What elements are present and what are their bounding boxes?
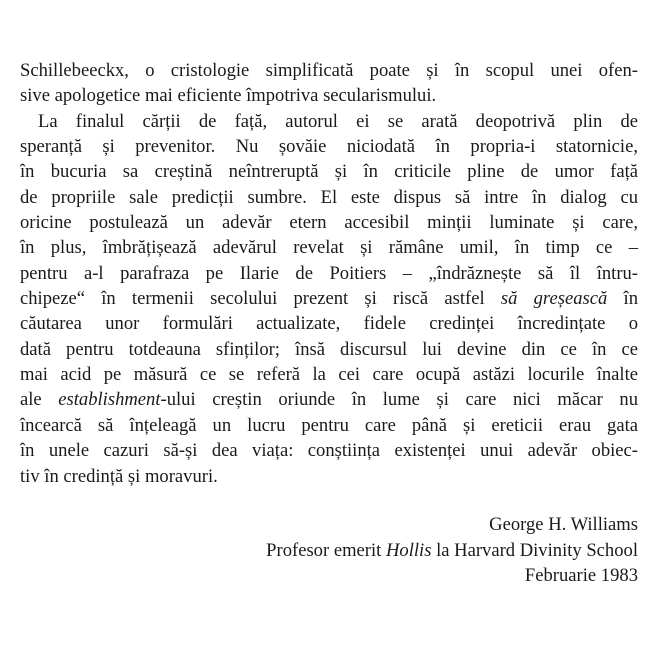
text-line xyxy=(20,387,638,412)
text-segment: în xyxy=(607,288,638,310)
text-line: mai acid pe măsură ce se referă la cei care ocupă astăzi locurile înalte xyxy=(20,364,638,386)
text-segment: -ului creștin oriunde în lume și care nici măcar nu xyxy=(160,389,638,411)
signature-name: George H. Williams xyxy=(489,514,638,535)
text-line: pentru a-l parafraza pe Ilarie de Poitiers – „îndrăznește să îl întru- xyxy=(20,262,638,284)
italic-phrase: Hollis xyxy=(385,539,432,561)
text-line: sive apologetice mai eficiente împotriva secularismului. xyxy=(20,85,437,107)
signature-title xyxy=(266,538,638,564)
paragraph-2 xyxy=(20,109,638,489)
signature-block xyxy=(266,512,638,589)
text-line: în bucuria sa creștină neîntreruptă și în criticile pline de umor față xyxy=(20,161,638,183)
text-line: tiv în credință și moravuri. xyxy=(20,465,218,487)
text-line: căutarea unor formulări actualizate, fidele credinței încredințate o xyxy=(20,313,638,335)
italic-phrase: establishment xyxy=(58,389,161,411)
paragraph-1 xyxy=(20,58,638,109)
signature-date: Februarie 1983 xyxy=(524,565,638,586)
text-line: oricine postulează un adevăr etern accesibil minții luminate și care, xyxy=(20,212,638,234)
text-line xyxy=(20,286,638,311)
text-line: La finalul cărții de față, autorul ei se arată deopotrivă plin de xyxy=(38,110,638,132)
body-text xyxy=(20,58,638,489)
text-line: încearcă să înțeleagă un lucru pentru care până și ereticii erau gata xyxy=(20,414,638,436)
text-segment: chipeze“ în termenii secolului prezent și riscă astfel xyxy=(20,288,501,310)
italic-phrase: să greșească xyxy=(500,288,608,310)
text-line: în unele cazuri să-și dea viața: conștiința existenței unui adevăr obiec- xyxy=(20,440,638,462)
text-line: Schillebeeckx, o cristologie simplificată poate și în scopul unei ofen- xyxy=(20,60,638,81)
text-segment: la Harvard Divinity School xyxy=(431,539,638,561)
text-line: speranță și prevenitor. Nu șovăie niciodată în propria-i statornicie, xyxy=(20,136,638,158)
text-segment: Profesor emerit xyxy=(266,539,386,561)
text-line: în plus, îmbrățișează adevărul revelat și rămâne umil, în timp ce – xyxy=(20,237,638,259)
text-line: dată pentru totdeauna sfinților; însă discursul lui devine din ce în ce xyxy=(20,338,638,360)
text-segment: ale xyxy=(20,389,59,411)
text-line: de propriile sale predicții sumbre. El este dispus să intre în dialog cu xyxy=(20,186,638,208)
